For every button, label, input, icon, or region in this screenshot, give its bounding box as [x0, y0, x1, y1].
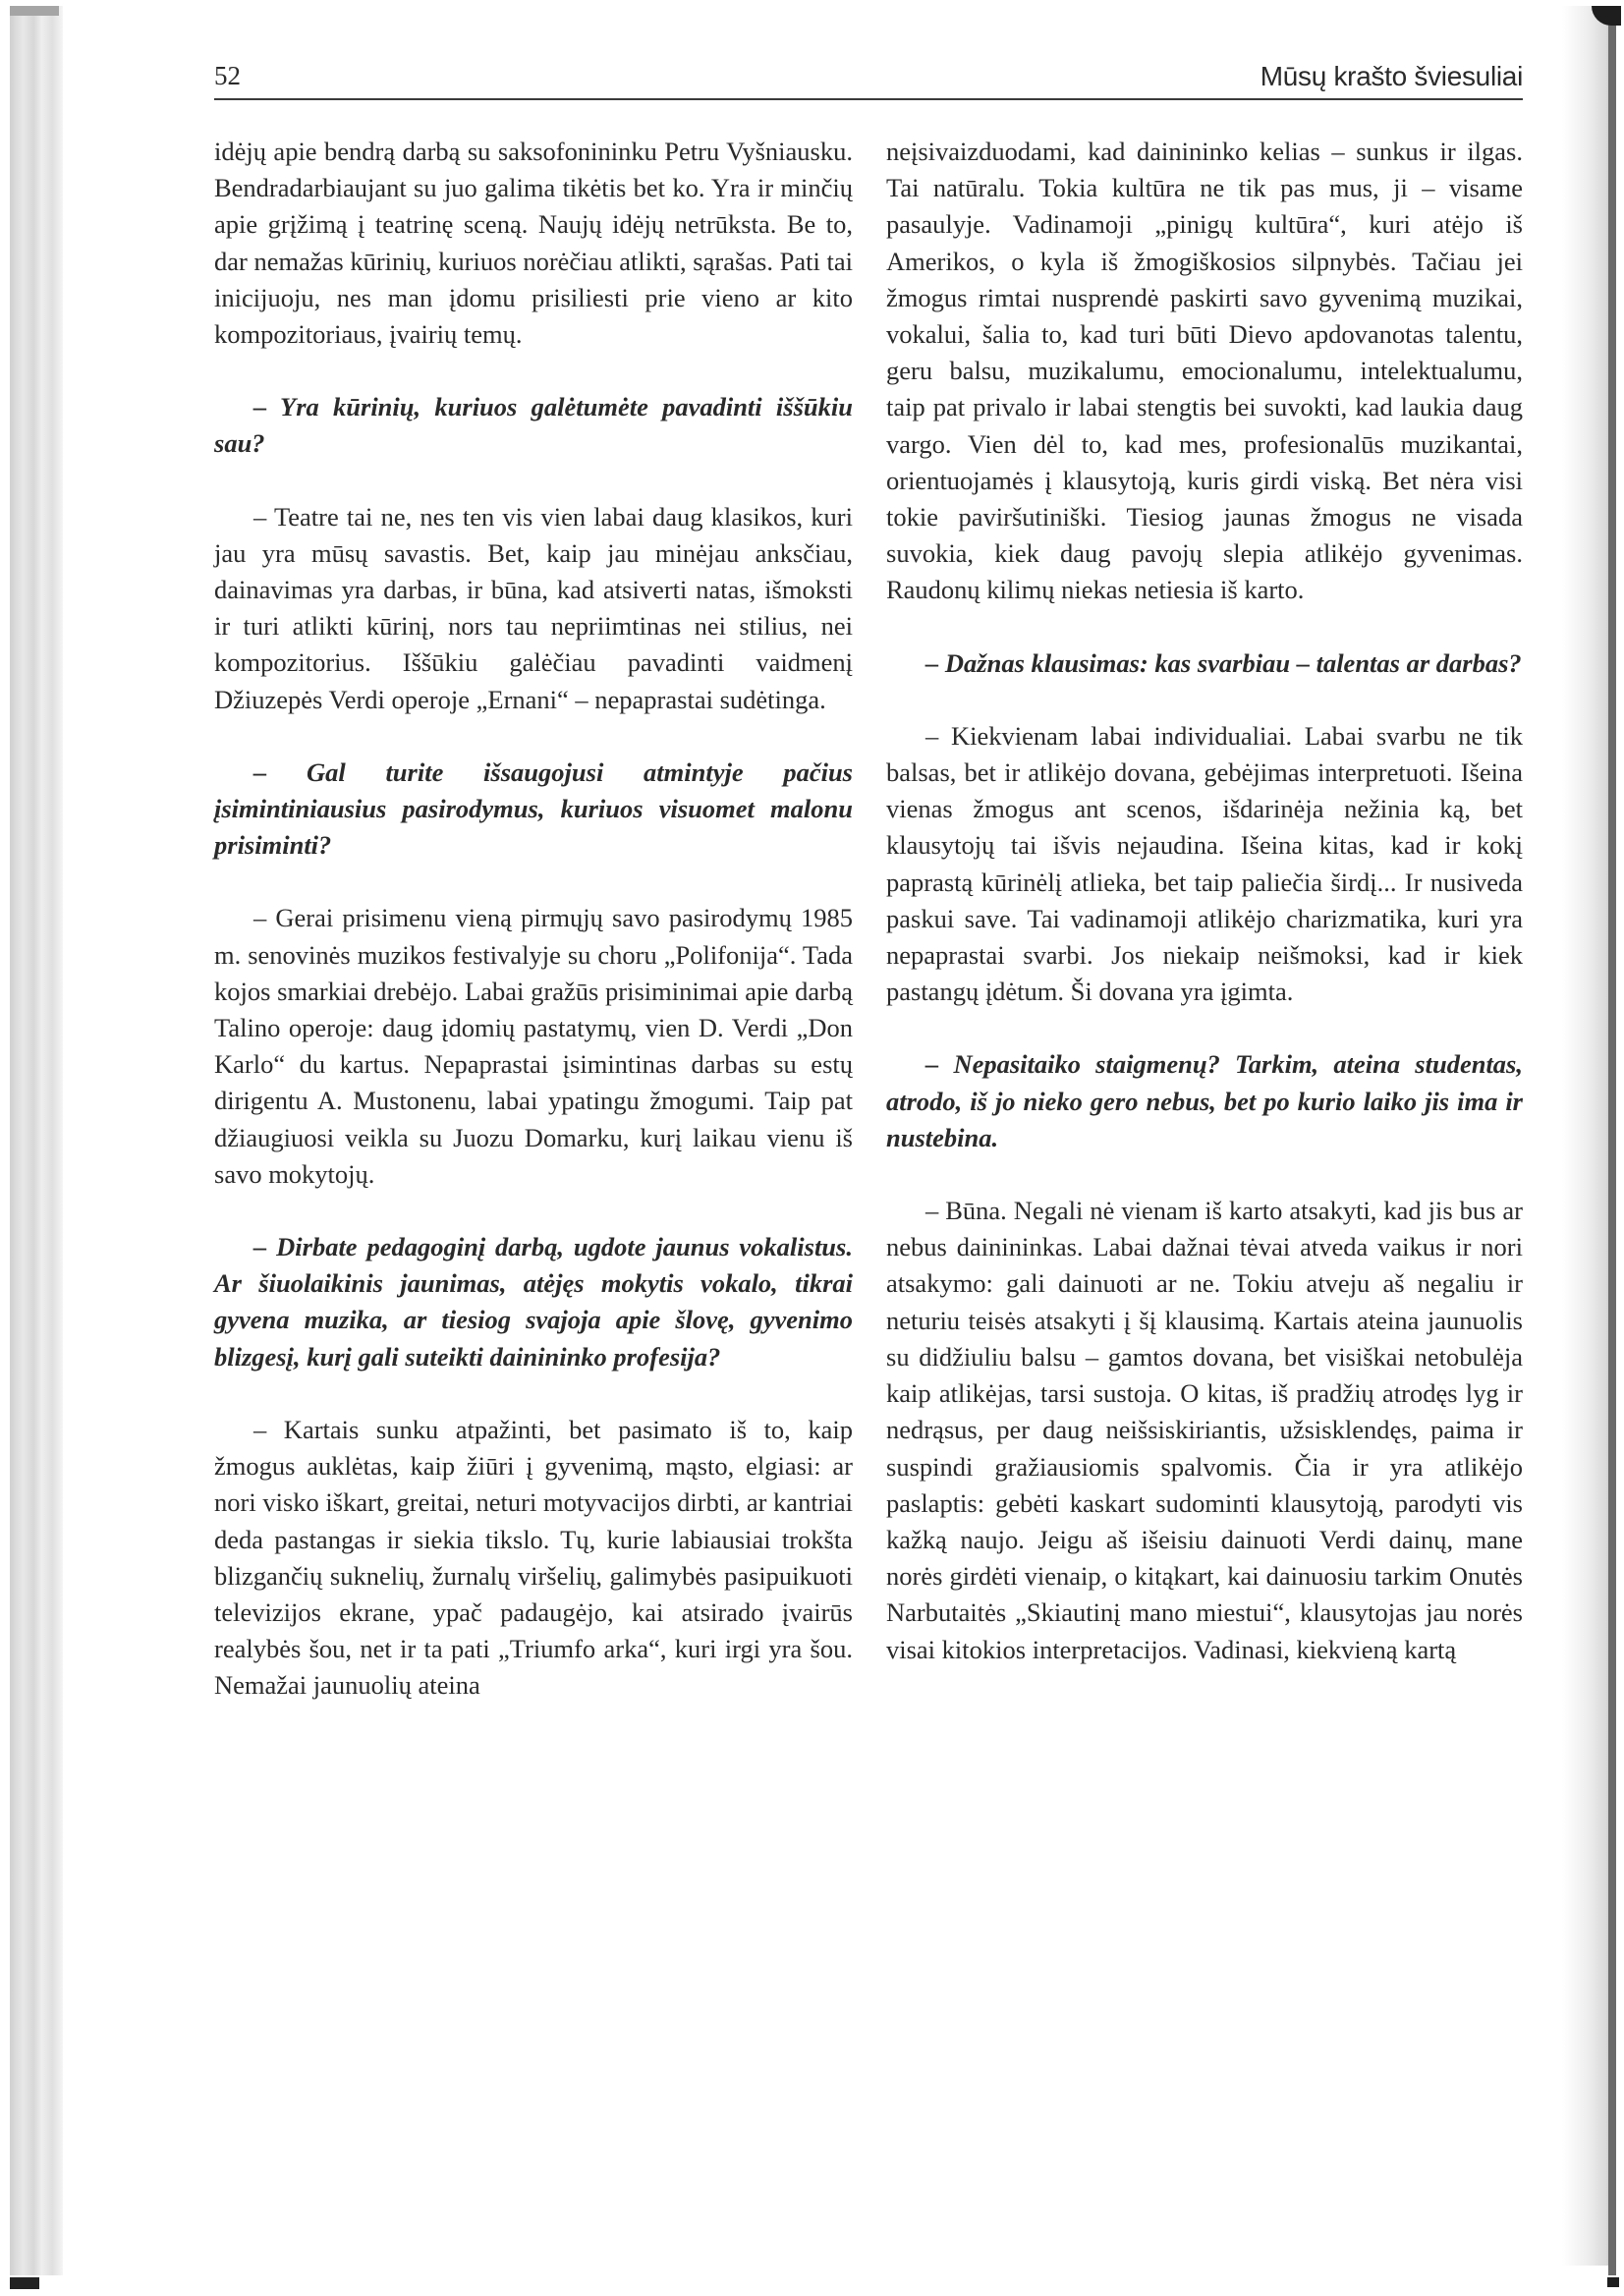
scan-gutter-shadow: [1562, 6, 1611, 2266]
answer-paragraph: – Kiekvienam labai individualiai. Labai svarbu ne tik balsas, bet ir atlikėjo dovana, gebėjimas interpretuoti. Išeina vienas žmogus ant scenos, išdarinėja nežinia ką, bet klausytojų tai išvis nejaudina. Išeina kitas, kad ir kokį paprastą kūrinėlį atlieka, bet taip paliečia širdį... Ir nusiveda paskui save. Tai vadinamoji atlikėjo charizmatika, kuri yra nepaprastai svarbi. Jos niekaip neišmoksi, kad ir kiek pastangų įdėtum. Ši dovana yra įgimta.: [886, 720, 1523, 1007]
running-head: [214, 61, 1523, 100]
scan-right-edge: [1608, 6, 1616, 2275]
text-column-right: [886, 134, 1523, 1668]
text-column-left: [214, 134, 853, 1705]
interview-question: – Dažnas klausimas: kas svarbiau – talentas ar darbas?: [925, 647, 1522, 678]
section-title: Mūsų krašto šviesuliai: [1260, 61, 1523, 91]
page-number: 52: [214, 61, 241, 90]
interview-question: – Nepasitaiko staigmenų? Tarkim, ateina studentas, atrodo, iš jo nieko gero nebus, bet po kurio laiko jis ima ir nustebina.: [886, 1049, 1523, 1152]
answer-paragraph: – Būna. Negali nė vienam iš karto atsakyti, kad jis bus ar nebus dainininkas. Labai dažnai tėvai atveda vaikus ir nori atsakymo: gali dainuoti ar ne. Tokiu atveju aš negaliu ir neturiu teisės atsakyti į šį klausimą. Kartais ateina jaunuolis su didžiuliu balsu – gamtos dovana, bet visiškai netobulėja kaip atlikėjas, tarsi sustoja. O kitas, iš pradžių atrodęs lyg ir nedrąsus, per daug neišsiskiriantis, užsisklendęs, paima ir suspindi gražiausiomis spalvomis. Čia ir yra atlikėjo paslaptis: gebėti kaskart sudominti klausytoją, parodyti vis kažką naujo. Jeigu aš išeisiu dainuoti Verdi dainų, mane norės girdėti vienaip, o kitąkart, kai dainuosiu tarkim Onutės Narbutaitės „Skiautinį mano miestui“, klausytojas jau norės visai kitokios interpretacijos. Vadinasi, kiekvieną kartą: [886, 1196, 1523, 1664]
scan-corner-mark: [1607, 2277, 1619, 2287]
answer-paragraph: – Gerai prisimenu vieną pirmųjų savo pasirodymų 1985 m. senovinės muzikos festivalyje su choru „Polifonija“. Tada kojos smarkiai drebėjo. Labai gražūs prisiminimai apie darbą Talino operoje: daug įdomių pastatymų, vien D. Verdi „Don Karlo“ du kartus. Nepaprastai įsimintinas darbas su estų dirigentu A. Mustonenu, labai ypatingu žmogumi. Taip pat džiaugiuosi veikla su Juozu Domarku, kurį laikau vienu iš savo mokytojų.: [214, 903, 853, 1189]
answer-paragraph: – Kartais sunku atpažinti, bet pasimato iš to, kaip žmogus auklėtas, kaip žiūri į gyvenimą, mąsto, elgiasi: ar nori visko iškart, greitai, neturi motyvacijos dirbti, ar kantriai deda pastangas ir siekia tikslo. Tų, kurie labiausiai trokšta blizgančių suknelių, žurnalų viršelių, galimybės pasipuikuoti televizijos ekrane, ypač padaugėjo, kai atsirado įvairūs realybės šou, net ir ta pati „Triumfo arka“, kuri irgi yra šou. Nemažai jaunuolių ateina: [214, 1414, 853, 1701]
answer-paragraph: idėjų apie bendrą darbą su saksofonininku Petru Vyšniausku. Bendradarbiaujant su juo galima tikėtis bet ko. Yra ir minčių apie grįžimą į teatrinę sceną. Naujų idėjų netrūksta. Be to, dar nemažas kūrinių, kuriuos norėčiau atlikti, sąrašas. Pati tai inicijuoju, nes man įdomu prisiliesti prie vieno ar kito kompozitoriaus, įvairių temų.: [214, 137, 853, 350]
scan-left-edge-top: [10, 6, 59, 16]
scan-left-edge: [10, 6, 63, 2275]
answer-paragraph: neįsivaizduodami, kad dainininko kelias – sunkus ir ilgas. Tai natūralu. Tokia kultūra ne tik pas mus, ji – visame pasaulyje. Vadinamoji „pinigų kultūra“, kuri atėjo iš Amerikos, o kyla iš žmogiškosios silpnybės. Tačiau jei žmogus rimtai nusprendė paskirti savo gyvenimą muzikai, vokalui, šalia to, kad turi būti Dievo apdovanotas talentu, geru balsu, muzikalumu, emocionalumu, intelektualumu, taip pat privalo ir labai stengtis bei suvokti, kad laukia daug vargo. Vien dėl to, kad mes, profesionalūs muzikantai, orientuojamės į klausytoją, kuris girdi viską. Bet nėra visi tokie paviršutiniški. Tiesiog jaunas žmogus ne visada suvokia, kiek daug pavojų slepia atlikėjo gyvenimas. Raudonų kilimų niekas netiesia iš karto.: [886, 137, 1523, 605]
interview-question: – Dirbate pedagoginį darbą, ugdote jaunus vokalistus. Ar šiuolaikinis jaunimas, atėjęs mokytis vokalo, tikrai gyvena muzika, ar tiesiog svajoja apie šlovę, gyvenimo blizgesį, kurį gali suteikti dainininko profesija?: [214, 1232, 853, 1372]
interview-question: – Gal turite išsaugojusi atmintyje pačius įsimintiniausius pasirodymus, kuriuos visuomet malonu prisiminti?: [214, 756, 853, 861]
interview-question: – Yra kūrinių, kuriuos galėtumėte pavadinti iššūkiu sau?: [214, 392, 853, 459]
scan-corner-mark: [10, 2277, 39, 2289]
answer-paragraph: – Teatre tai ne, nes ten vis vien labai daug klasikos, kuri jau yra mūsų savastis. Bet, kaip jau minėjau anksčiau, dainavimas yra darbas, ir būna, kad atsiverti natas, išmoksti ir turi atlikti kūrinį, nors tau nepriimtinas nei stilius, nei kompozitorius. Iššūkiu galėčiau pavadinti vaidmenį Džiuzepės Verdi operoje „Ernani“ – nepaprastai sudėtinga.: [214, 501, 853, 714]
